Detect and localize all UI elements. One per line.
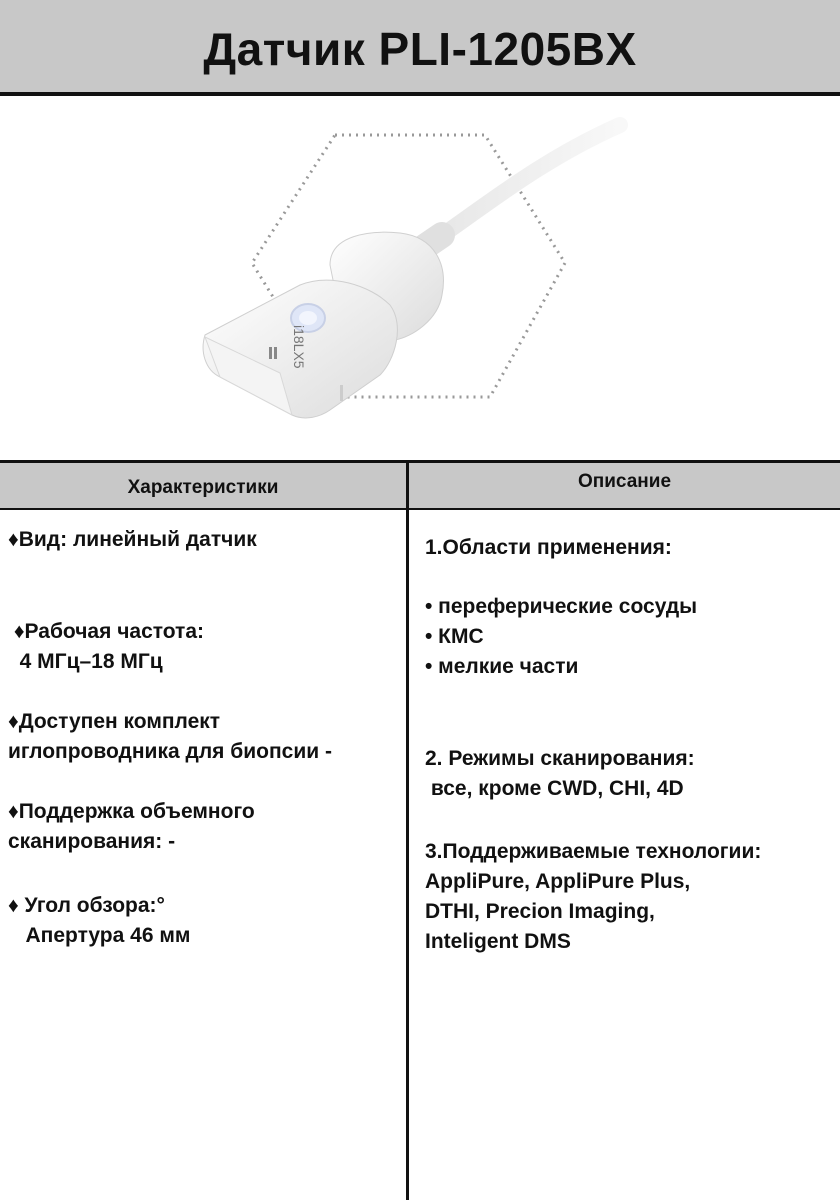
spec-angle: ♦ Угол обзора:° xyxy=(8,894,165,917)
probe-model-label: i18LX5 xyxy=(291,325,307,369)
desc-applications-title: 1.Области применения: xyxy=(425,536,672,559)
desc-modes-value: все, кроме CWD, CHI, 4D xyxy=(425,777,684,800)
spec-biopsy-line1: ♦Доступен комплект xyxy=(8,710,221,733)
spec-volume-line2: сканирования: - xyxy=(8,830,176,853)
spec-biopsy-line2: иглопроводника для биопсии - xyxy=(8,740,332,763)
column-divider xyxy=(406,460,409,1200)
desc-application-1: • переферические сосуды xyxy=(425,595,698,618)
page-title: Датчик PLI-1205BX xyxy=(203,23,637,75)
desc-tech-title: 3.Поддерживаемые технологии: xyxy=(425,840,762,863)
desc-application-2: • КМС xyxy=(425,625,484,648)
header-characteristics: Характеристики xyxy=(127,477,279,498)
spec-volume-line1: ♦Поддержка объемного xyxy=(8,800,255,823)
spec-type: ♦Вид: линейный датчик xyxy=(8,528,257,551)
spec-frequency-label: ♦Рабочая частота: xyxy=(8,620,205,643)
header-description: Описание xyxy=(577,471,672,492)
spec-frequency-value: 4 МГц–18 МГц xyxy=(8,650,163,673)
title-bar xyxy=(0,0,840,96)
probe-cable xyxy=(428,125,620,245)
desc-modes-title: 2. Режимы сканирования: xyxy=(425,747,695,770)
spec-aperture: Апертура 46 мм xyxy=(8,924,191,947)
probe-image xyxy=(180,115,660,445)
table-header xyxy=(0,460,840,510)
specs-table xyxy=(0,460,840,1200)
desc-application-3: • мелкие части xyxy=(425,655,579,678)
desc-tech-line3: Inteligent DMS xyxy=(425,930,571,953)
desc-tech-line2: DTHI, Precion Imaging, xyxy=(425,900,655,923)
desc-tech-line1: AppliPure, AppliPure Plus, xyxy=(425,870,691,893)
